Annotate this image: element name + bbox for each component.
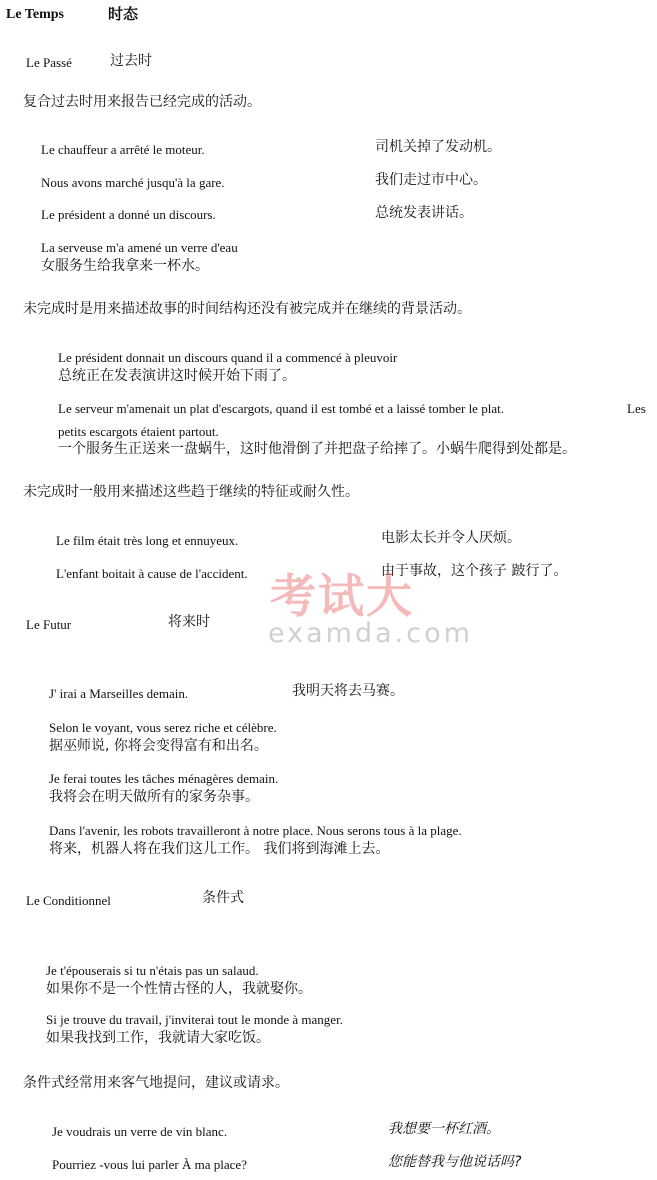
passe-example-2-fr: Nous avons marché jusqu'à la gare. (41, 175, 225, 190)
futur-example-1-fr: J' irai a Marseilles demain. (49, 686, 189, 701)
imparfait-intro-2: 未完成时一般用来描述这些趋于继续的特征或耐久性。 (23, 484, 359, 500)
futur-example-3-fr: Je ferai toutes les tâches ménagères demain. (49, 771, 279, 786)
imparfait2-example-2-zh: 由于事故，这个孩子 跛行了。 (381, 563, 568, 579)
imparfait2-example-2-fr: L'enfant boitait à cause de l'accident. (56, 566, 248, 581)
polite-example-1-zh: 我想要一杯红酒。 (388, 1121, 500, 1137)
watermark-text: 考试大 (270, 569, 414, 623)
futur-example-2-fr: Selon le voyant, vous serez riche et célèbre. (49, 720, 277, 735)
conditionnel-intro: 条件式经常用来客气地提问，建议或请求。 (23, 1075, 289, 1091)
passe-example-1-zh: 司机关掉了发动机。 (375, 139, 501, 155)
imparfait-example-1-zh: 总统正在发表演讲这时候开始下雨了。 (58, 368, 296, 384)
conditionnel-example-2-zh: 如果我找到工作，我就请大家吃饭。 (46, 1030, 270, 1046)
section-heading-futur-fr: Le Futur (26, 617, 72, 632)
imparfait-example-2-fr-line2: petits escargots étaient partout. (58, 424, 219, 439)
passe-example-3-fr: Le président a donné un discours. (41, 207, 216, 222)
page-title-zh: 时态 (108, 5, 139, 23)
passe-example-1-fr: Le chauffeur a arrêté le moteur. (41, 142, 205, 157)
futur-example-2-zh: 据巫师说, 你将会变得富有和出名。 (49, 738, 268, 754)
polite-example-1-fr: Je voudrais un verre de vin blanc. (52, 1124, 228, 1139)
passe-example-4-zh: 女服务生给我拿来一杯水。 (41, 258, 209, 274)
watermark-url: examda.com (268, 618, 473, 649)
section-heading-conditionnel-fr: Le Conditionnel (26, 893, 111, 908)
conditionnel-example-1-zh: 如果你不是一个性情古怪的人，我就娶你。 (46, 981, 312, 997)
imparfait-example-2-fr-tail: Les (627, 401, 646, 416)
imparfait-intro: 未完成时是用来描述故事的时间结构还没有被完成并在继续的背景活动。 (23, 301, 471, 317)
page-title-fr: Le Temps (6, 7, 64, 22)
polite-example-2-fr: Pourriez -vous lui parler À ma place? (52, 1157, 247, 1172)
futur-example-1-zh: 我明天将去马赛。 (292, 683, 404, 699)
section-heading-passe-zh: 过去时 (110, 53, 152, 69)
passe-example-4-fr: La serveuse m'a amené un verre d'eau (41, 240, 238, 255)
polite-example-2-zh: 您能替我与他说话吗? (388, 1154, 522, 1170)
passe-example-3-zh: 总统发表讲话。 (375, 205, 473, 221)
imparfait-example-2-zh: 一个服务生正送来一盘蜗牛，这时他滑倒了并把盘子给摔了。小蜗牛爬得到处都是。 (58, 441, 576, 457)
futur-example-4-fr: Dans l'avenir, les robots travailleront à notre place. Nous serons tous à la plage. (49, 823, 462, 838)
section-heading-passe-fr: Le Passé (26, 55, 72, 70)
passe-example-2-zh: 我们走过市中心。 (375, 172, 487, 188)
passe-intro: 复合过去时用来报告已经完成的活动。 (23, 94, 261, 110)
imparfait-example-1-fr: Le président donnait un discours quand il a commencé à pleuvoir (58, 350, 398, 365)
conditionnel-example-2-fr: Si je trouve du travail, j'inviterai tout le monde à manger. (46, 1012, 343, 1027)
futur-example-3-zh: 我将会在明天做所有的家务杂事。 (49, 789, 259, 805)
imparfait2-example-1-zh: 电影太长并令人厌烦。 (381, 530, 521, 546)
conditionnel-example-1-fr: Je t'épouserais si tu n'étais pas un salaud. (46, 963, 259, 978)
imparfait-example-2-fr: Le serveur m'amenait un plat d'escargots, quand il est tombé et a laissé tomber le plat. (58, 401, 504, 416)
imparfait2-example-1-fr: Le film était très long et ennuyeux. (56, 533, 239, 548)
futur-example-4-zh: 将来，机器人将在我们这儿工作。 我们将到海滩上去。 (49, 841, 390, 857)
section-heading-futur-zh: 将来时 (168, 614, 210, 630)
section-heading-conditionnel-zh: 条件式 (202, 890, 244, 906)
